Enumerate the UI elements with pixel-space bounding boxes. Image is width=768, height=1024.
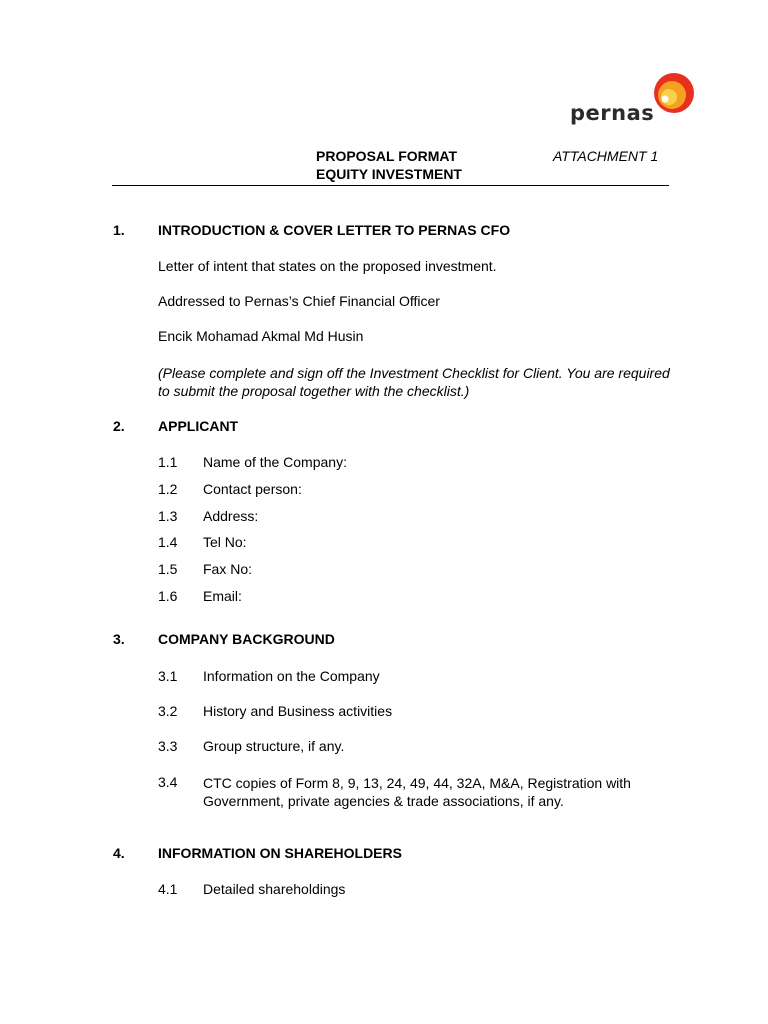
- item-number: 1.5: [158, 561, 178, 577]
- item-number: 1.4: [158, 534, 178, 550]
- item-text: Address:: [203, 508, 259, 524]
- section-title: COMPANY BACKGROUND: [158, 631, 335, 647]
- item-number: 3.4: [158, 774, 178, 790]
- section-title: INTRODUCTION & COVER LETTER TO PERNAS CFO: [158, 222, 511, 238]
- item-number: 3.3: [158, 738, 178, 754]
- item-number: 1.2: [158, 481, 178, 497]
- section-title: INFORMATION ON SHAREHOLDERS: [158, 845, 402, 861]
- section-number: 2.: [113, 418, 125, 434]
- item-number: 3.2: [158, 703, 178, 719]
- checklist-note: (Please complete and sign off the Investment Checklist for Client. You are required to submit the proposal together with the checklist.): [158, 365, 670, 399]
- doc-title-line2: EQUITY INVESTMENT: [316, 166, 462, 182]
- item-text: Tel No:: [203, 534, 247, 550]
- item-number: 4.1: [158, 881, 178, 897]
- paragraph: Encik Mohamad Akmal Md Husin: [158, 328, 364, 344]
- paragraph: Letter of intent that states on the proposed investment.: [158, 258, 497, 274]
- logo-wordmark: pernas: [570, 101, 655, 125]
- section-number: 4.: [113, 845, 125, 861]
- item-number: 1.1: [158, 454, 178, 470]
- item-text: Detailed shareholdings: [203, 881, 346, 897]
- section-number: 1.: [113, 222, 125, 238]
- section-number: 3.: [113, 631, 125, 647]
- section-title: APPLICANT: [158, 418, 239, 434]
- item-text: Information on the Company: [203, 668, 380, 684]
- item-number: 1.3: [158, 508, 178, 524]
- item-text: CTC copies of Form 8, 9, 13, 24, 49, 44, 32A, M&A, Registration with Government, private agencies & trade associations, if any.: [203, 775, 631, 809]
- item-text: Email:: [203, 588, 242, 604]
- item-text: Group structure, if any.: [203, 738, 345, 754]
- doc-title-line1: PROPOSAL FORMAT: [316, 148, 458, 164]
- item-text: Name of the Company:: [203, 454, 347, 470]
- item-text: Fax No:: [203, 561, 253, 577]
- header-divider: [112, 185, 669, 186]
- paragraph: Addressed to Pernas’s Chief Financial Officer: [158, 293, 440, 309]
- item-number: 3.1: [158, 668, 178, 684]
- item-text: History and Business activities: [203, 703, 393, 719]
- attachment-label: ATTACHMENT 1: [553, 148, 659, 164]
- item-text: Contact person:: [203, 481, 302, 497]
- item-number: 1.6: [158, 588, 178, 604]
